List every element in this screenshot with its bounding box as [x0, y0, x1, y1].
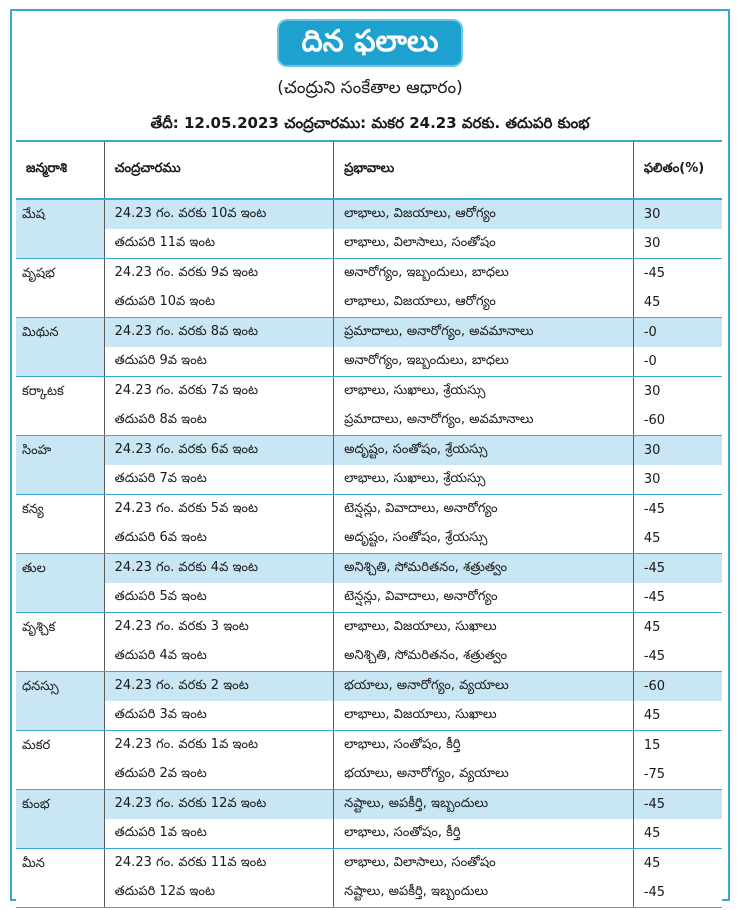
table-row	[16, 642, 722, 672]
rasi-cell: మేష	[16, 199, 104, 259]
result-cell: 30	[633, 436, 722, 466]
transit-cell: 24.23 గం. వరకు 10వ ఇంట	[104, 199, 333, 229]
table-row	[16, 701, 722, 731]
result-cell: 30	[633, 199, 722, 229]
table-row	[16, 849, 722, 879]
effects-cell: లాభాలు, విజయాలు, ఆరోగ్యం	[334, 199, 634, 229]
transit-cell: తదుపరి 9వ ఇంట	[104, 347, 333, 377]
table-row	[16, 760, 722, 790]
transit-cell: తదుపరి 2వ ఇంట	[104, 760, 333, 790]
header-rasi: జన్మరాశి	[16, 141, 104, 199]
table-row	[16, 259, 722, 289]
table-header-row	[16, 141, 722, 199]
effects-cell: అదృష్టం, సంతోషం, శ్రేయస్సు	[334, 436, 634, 466]
table-row	[16, 495, 722, 525]
result-cell: -60	[633, 672, 722, 702]
table-row	[16, 613, 722, 643]
transit-cell: 24.23 గం. వరకు 9వ ఇంట	[104, 259, 333, 289]
table-row	[16, 554, 722, 584]
effects-cell: లాభాలు, సంతోషం, కీర్తి	[334, 819, 634, 849]
result-cell: 45	[633, 288, 722, 318]
effects-cell: టెన్షన్లు, వివాదాలు, అనారోగ్యం	[334, 583, 634, 613]
transit-cell: 24.23 గం. వరకు 7వ ఇంట	[104, 377, 333, 407]
result-cell: 30	[633, 465, 722, 495]
result-cell: -45	[633, 259, 722, 289]
result-cell: -0	[633, 318, 722, 348]
transit-cell: తదుపరి 1వ ఇంట	[104, 819, 333, 849]
table-row	[16, 731, 722, 761]
result-cell: 45	[633, 701, 722, 731]
table-row	[16, 524, 722, 554]
effects-cell: లాభాలు, సుఖాలు, శ్రేయస్సు	[334, 465, 634, 495]
effects-cell: నష్టాలు, అపకీర్తి, ఇబ్బందులు	[334, 790, 634, 820]
rasi-cell: కన్య	[16, 495, 104, 554]
date-line: తేదీ: 12.05.2023 చంద్రచారము: మకర 24.23 వరకు. తదుపరి కుంభ	[150, 114, 590, 132]
table-row	[16, 377, 722, 407]
effects-cell: లాభాలు, విజయాలు, సుఖాలు	[334, 613, 634, 643]
table-row	[16, 672, 722, 702]
transit-cell: 24.23 గం. వరకు 3 ఇంట	[104, 613, 333, 643]
transit-cell: 24.23 గం. వరకు 4వ ఇంట	[104, 554, 333, 584]
transit-cell: తదుపరి 8వ ఇంట	[104, 406, 333, 436]
table-row	[16, 790, 722, 820]
effects-cell: భయాలు, అనారోగ్యం, వ్యయాలు	[334, 672, 634, 702]
effects-cell: లాభాలు, విజయాలు, ఆరోగ్యం	[334, 288, 634, 318]
result-cell: -60	[633, 406, 722, 436]
effects-cell: లాభాలు, విలాసాలు, సంతోషం	[334, 849, 634, 879]
transit-cell: 24.23 గం. వరకు 8వ ఇంట	[104, 318, 333, 348]
effects-cell: ప్రమాదాలు, అనారోగ్యం, అవమానాలు	[334, 318, 634, 348]
header-result: ఫలితం(%)	[633, 141, 722, 199]
rasi-cell: తుల	[16, 554, 104, 613]
effects-cell: ప్రమాదాలు, అనారోగ్యం, అవమానాలు	[334, 406, 634, 436]
transit-cell: తదుపరి 12వ ఇంట	[104, 878, 333, 908]
result-cell: 30	[633, 229, 722, 259]
result-cell: -45	[633, 554, 722, 584]
transit-cell: తదుపరి 7వ ఇంట	[104, 465, 333, 495]
transit-cell: 24.23 గం. వరకు 2 ఇంట	[104, 672, 333, 702]
transit-cell: తదుపరి 4వ ఇంట	[104, 642, 333, 672]
transit-cell: 24.23 గం. వరకు 11వ ఇంట	[104, 849, 333, 879]
result-cell: 15	[633, 731, 722, 761]
transit-cell: తదుపరి 6వ ఇంట	[104, 524, 333, 554]
result-cell: -45	[633, 878, 722, 908]
result-cell: 45	[633, 819, 722, 849]
header-effects: ప్రభావాలు	[334, 141, 634, 199]
page-title: దిన ఫలాలు	[277, 19, 462, 67]
table-row	[16, 318, 722, 348]
rasi-cell: మకర	[16, 731, 104, 790]
result-cell: -45	[633, 495, 722, 525]
result-cell: -45	[633, 583, 722, 613]
transit-cell: తదుపరి 3వ ఇంట	[104, 701, 333, 731]
rasi-cell: కర్కాటక	[16, 377, 104, 436]
table-row	[16, 465, 722, 495]
transit-cell: 24.23 గం. వరకు 1వ ఇంట	[104, 731, 333, 761]
result-cell: 45	[633, 613, 722, 643]
effects-cell: అనిశ్చితి, సోమరితనం, శత్రుత్వం	[334, 642, 634, 672]
title-wrap	[12, 19, 728, 67]
transit-cell: 24.23 గం. వరకు 12వ ఇంట	[104, 790, 333, 820]
rasi-cell: సింహ	[16, 436, 104, 495]
rasi-cell: మీన	[16, 849, 104, 908]
result-cell: -45	[633, 790, 722, 820]
result-cell: 45	[633, 849, 722, 879]
transit-cell: తదుపరి 5వ ఇంట	[104, 583, 333, 613]
effects-cell: నష్టాలు, అపకీర్తి, ఇబ్బందులు	[334, 878, 634, 908]
header-transit: చంద్రచారము	[104, 141, 333, 199]
effects-cell: భయాలు, అనారోగ్యం, వ్యయాలు	[334, 760, 634, 790]
table-row	[16, 288, 722, 318]
table-row	[16, 229, 722, 259]
effects-cell: అనారోగ్యం, ఇబ్బందులు, బాధలు	[334, 347, 634, 377]
effects-cell: అనిశ్చితి, సోమరితనం, శత్రుత్వం	[334, 554, 634, 584]
transit-cell: 24.23 గం. వరకు 5వ ఇంట	[104, 495, 333, 525]
effects-cell: అదృష్టం, సంతోషం, శ్రేయస్సు	[334, 524, 634, 554]
table-row	[16, 406, 722, 436]
subtitle: (చంద్రుని సంకేతాల ఆధారం)	[277, 78, 463, 98]
table-row	[16, 819, 722, 849]
result-cell: -75	[633, 760, 722, 790]
rasi-cell: వృషభ	[16, 259, 104, 318]
result-cell: -0	[633, 347, 722, 377]
effects-cell: లాభాలు, విలాసాలు, సంతోషం	[334, 229, 634, 259]
table-row	[16, 583, 722, 613]
result-cell: 30	[633, 377, 722, 407]
rasi-cell: కుంభ	[16, 790, 104, 849]
effects-cell: లాభాలు, సంతోషం, కీర్తి	[334, 731, 634, 761]
rasi-cell: ధనస్సు	[16, 672, 104, 731]
result-cell: -45	[633, 642, 722, 672]
table-body	[16, 199, 722, 908]
effects-cell: అనారోగ్యం, ఇబ్బందులు, బాధలు	[334, 259, 634, 289]
transit-cell: 24.23 గం. వరకు 6వ ఇంట	[104, 436, 333, 466]
table-row	[16, 436, 722, 466]
table-row	[16, 199, 722, 229]
effects-cell: లాభాలు, సుఖాలు, శ్రేయస్సు	[334, 377, 634, 407]
effects-cell: టెన్షన్లు, వివాదాలు, అనారోగ్యం	[334, 495, 634, 525]
transit-cell: తదుపరి 10వ ఇంట	[104, 288, 333, 318]
rasi-cell: మిథున	[16, 318, 104, 377]
transit-cell: తదుపరి 11వ ఇంట	[104, 229, 333, 259]
table-row	[16, 878, 722, 908]
rasi-cell: వృశ్చిక	[16, 613, 104, 672]
result-cell: 45	[633, 524, 722, 554]
table-row	[16, 347, 722, 377]
horoscope-table	[16, 140, 722, 908]
effects-cell: లాభాలు, విజయాలు, సుఖాలు	[334, 701, 634, 731]
